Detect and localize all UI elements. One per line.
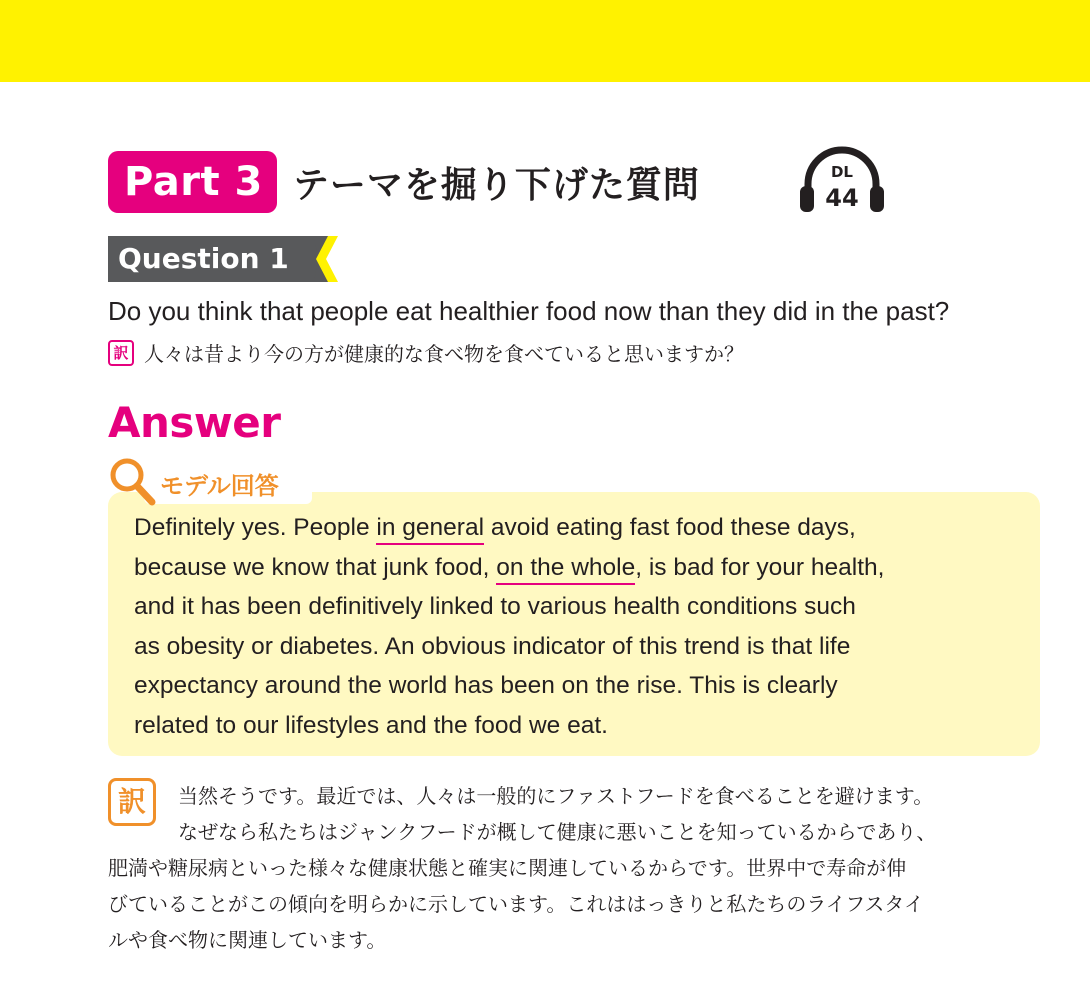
translation-mark-small: 訳 xyxy=(108,340,134,366)
answer-line: related to our lifestyles and the food we eat. xyxy=(134,711,608,739)
answer-line: as obesity or diabetes. An obvious indicator of this trend is that life xyxy=(134,632,851,660)
question-text-ja-row xyxy=(108,338,744,367)
translation-line: びていることがこの傾向を明らかに示しています。これははっきりと私たちのライフスタイ xyxy=(108,892,924,916)
part-badge: Part 3 xyxy=(108,151,277,213)
translation-line: 当然そうです。最近では、人々は一般的にファストフードを食べることを避けます。 xyxy=(178,784,934,808)
answer-line: because we know that junk food, on the whole, is bad for your health, xyxy=(134,548,1014,588)
dl-number: 44 xyxy=(825,184,859,212)
translation-line: 肥満や糖尿病といった様々な健康状態と確実に関連しているからです。世界中で寿命が伸 xyxy=(108,856,907,880)
question-tag-chevron xyxy=(314,236,340,282)
translation-mark: 訳 xyxy=(108,778,156,826)
answer-line: and it has been definitively linked to various health conditions such xyxy=(134,593,856,621)
dl-label: DL xyxy=(830,163,854,181)
part-header xyxy=(108,150,700,214)
key-phrase: on the whole xyxy=(496,554,635,585)
answer-line: Definitely yes. People in general avoid eating fast food these days, xyxy=(134,508,1014,548)
magnifier-icon xyxy=(108,456,156,506)
model-answer-text: モデル回答 xyxy=(160,471,279,500)
question-text-en: Do you think that people eat healthier food now than they did in the past? xyxy=(108,296,950,326)
answer-line: expectancy around the world has been on the rise. This is clearly xyxy=(134,672,838,700)
question-text-ja: 人々は昔より今の方が健康的な食べ物を食べていると思いますか？ xyxy=(144,342,744,366)
top-color-band xyxy=(0,0,1090,82)
key-phrase: in general xyxy=(376,514,484,545)
translation-line: ルや食べ物に関連しています。 xyxy=(108,928,387,952)
translation-line: なぜなら私たちはジャンクフードが概して健康に悪いことを知っているからであり、 xyxy=(178,820,937,844)
answer-heading: Answer xyxy=(108,398,281,447)
part-title: テーマを掘り下げた質問 xyxy=(292,164,700,206)
question-tag xyxy=(108,236,332,282)
question-label: Question 1 xyxy=(118,242,289,275)
headphones-icon[interactable] xyxy=(796,146,888,216)
answer-text xyxy=(134,508,1014,746)
model-answer-label xyxy=(108,456,279,506)
